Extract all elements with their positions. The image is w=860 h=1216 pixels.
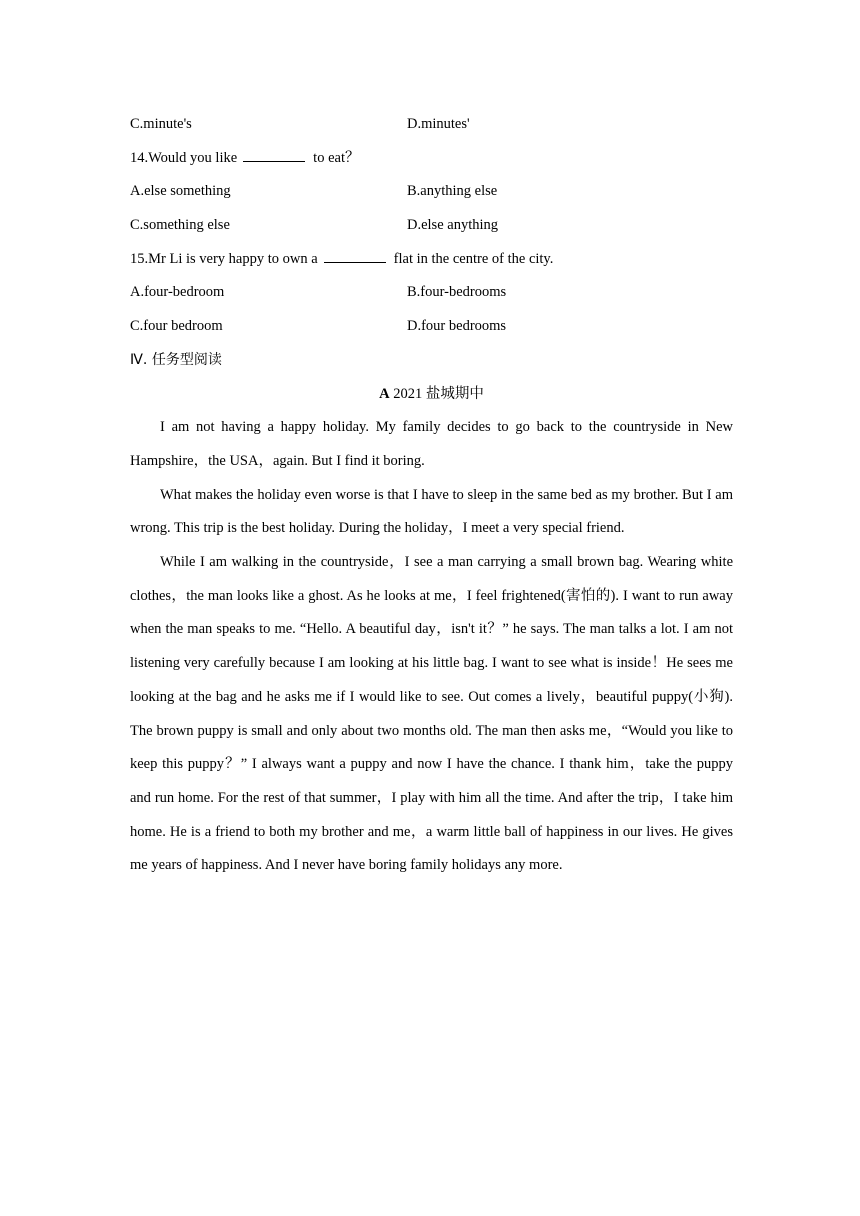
option-b: B.anything else bbox=[407, 183, 498, 200]
question-14-text-after: to eat？ bbox=[313, 149, 360, 166]
question-15-text-before: 15.Mr Li is very happy to own a bbox=[130, 250, 318, 267]
option-b: B.four-bedrooms bbox=[407, 284, 507, 301]
answer-blank bbox=[243, 147, 305, 162]
option-a: A.else something bbox=[130, 183, 231, 200]
passage-source: 2021 盐城期中 bbox=[393, 385, 484, 402]
passage-paragraph-2: What makes the holiday even worse is that I have to sleep in the same bed as my brother. But I am wrong. This trip is the best holiday. During the holiday，I meet a very special friend. bbox=[130, 486, 733, 537]
option-d: D.minutes' bbox=[407, 116, 470, 132]
document-page bbox=[130, 108, 733, 883]
option-d: D.four bedrooms bbox=[407, 318, 507, 335]
question-14-options-ab bbox=[130, 175, 733, 209]
question-14-text-before: 14.Would you like bbox=[130, 149, 238, 166]
question-13-options-cd bbox=[130, 108, 733, 142]
passage-title bbox=[130, 378, 733, 412]
option-c: C.four bedroom bbox=[130, 318, 223, 335]
question-15-options-ab bbox=[130, 276, 733, 310]
option-a: A.four-bedroom bbox=[130, 284, 225, 301]
question-14 bbox=[130, 142, 733, 176]
passage-paragraph-1: I am not having a happy holiday. My family decides to go back to the countryside in New Hampshire，the USA，again. But I find it boring. bbox=[130, 419, 733, 469]
option-c: C.something else bbox=[130, 217, 230, 234]
answer-blank bbox=[324, 248, 386, 263]
question-15-options-cd bbox=[130, 310, 733, 344]
question-14-options-cd bbox=[130, 209, 733, 243]
question-15 bbox=[130, 243, 733, 277]
passage-label: A bbox=[379, 385, 390, 402]
section-title: Ⅳ. 任务型阅读 bbox=[130, 351, 222, 368]
question-15-text-after: flat in the centre of the city. bbox=[393, 250, 554, 267]
option-d: D.else anything bbox=[407, 217, 499, 234]
passage-paragraph-3: While I am walking in the countryside，I see a man carrying a small brown bag. Wearing white clothes，the man looks like a ghost. As he looks at me，I feel frightened(害怕的). I want to run away when the man speaks to me. “Hello. A beautiful day，isn't it？” he says. The man talks a lot. I am not listening very carefully because I am looking at his little bag. I want to see what is inside！He sees me looking at the bag and he asks me if I would like to see. Out comes a lively，beautiful puppy(小狗). The brown puppy is small and only about two months old. The man then asks me，“Would you like to keep this puppy？” I always want a puppy and now I have the chance. I thank him，take the puppy and run home. For the rest of that summer，I play with him all the time. And after the trip，I take him home. He is a friend to both my brother and me，a warm little ball of happiness in our lives. He gives me years of happiness. And I never have boring family holidays any more. bbox=[130, 554, 733, 874]
option-c: C.minute's bbox=[130, 116, 192, 132]
